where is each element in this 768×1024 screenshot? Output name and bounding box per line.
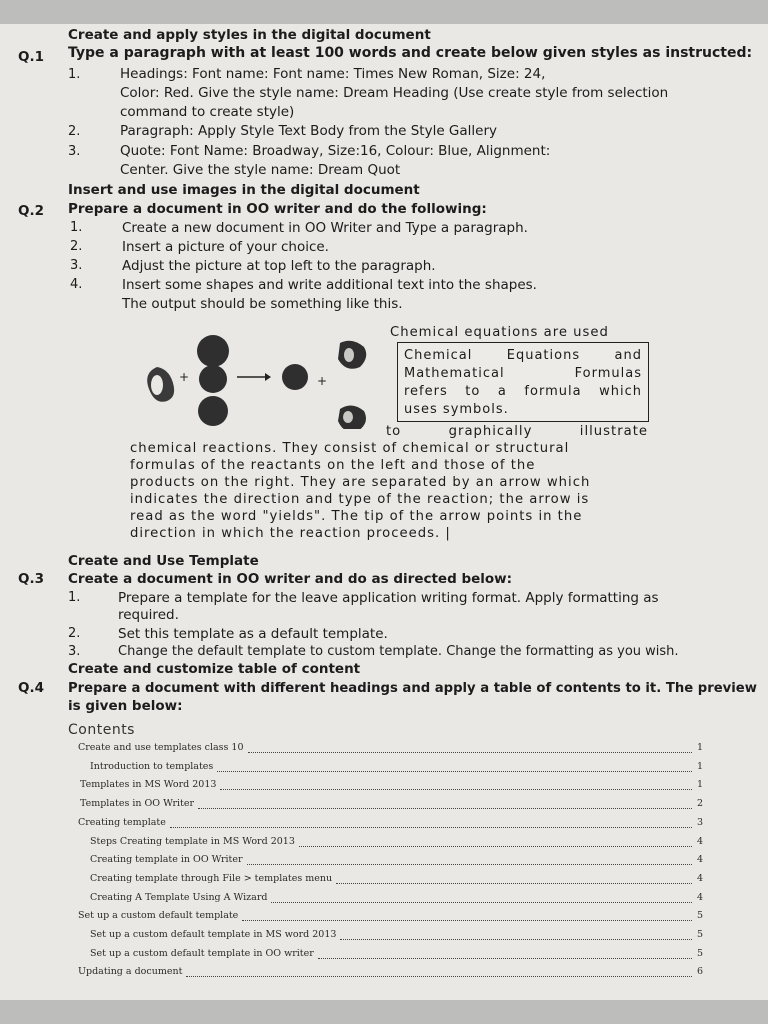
box-line-2	[404, 365, 642, 383]
toc-page-number: 4	[697, 854, 704, 866]
toc-page-number: 4	[697, 835, 704, 847]
box-word: a	[497, 384, 507, 399]
toc-entry[interactable]	[0, 966, 768, 982]
q4-question-line-2: is given below:	[68, 698, 183, 714]
box-word: which	[599, 384, 642, 399]
toc-entry[interactable]	[0, 854, 768, 870]
q1-item-1-number: 1.	[68, 67, 81, 82]
box-word: refers	[404, 384, 448, 399]
toc-entry[interactable]	[0, 948, 768, 964]
toc-page-number: 2	[697, 798, 704, 810]
svg-text:+: +	[317, 374, 328, 388]
toc-entry[interactable]	[0, 742, 768, 758]
toc-entry[interactable]	[0, 798, 768, 814]
q2-section-heading: Insert and use images in the digital document	[68, 182, 420, 198]
q2-item-3-number: 3.	[70, 258, 83, 273]
svg-text:+: +	[179, 370, 190, 384]
q1-item-2-number: 2.	[68, 124, 81, 139]
box-word: and	[614, 348, 642, 363]
toc-entry-title: Set up a custom default template	[78, 910, 239, 922]
box-line-1	[404, 347, 642, 365]
toc-leader-dots	[340, 929, 692, 940]
figure-paragraph-line-2: formulas of the reactants on the left and those of the	[130, 458, 536, 473]
q1-item-1-line-1: Headings: Font name: Font name: Times New Roman, Size: 24,	[120, 66, 546, 82]
toc-entry-title: Set up a custom default template in MS word 2013	[90, 929, 337, 940]
toc-entry[interactable]	[0, 817, 768, 833]
toc-leader-dots	[336, 873, 692, 884]
toc-entry-title: Templates in OO Writer	[80, 798, 195, 810]
q2-question: Prepare a document in OO writer and do the following:	[68, 201, 487, 217]
q1-item-3-line-2: Center. Give the style name: Dream Quot	[120, 162, 401, 178]
toc-leader-dots	[242, 910, 692, 921]
text-box-shape	[397, 342, 649, 422]
q4-number: Q.4	[18, 680, 44, 696]
toc-page-number: 1	[697, 779, 704, 791]
toc-entry[interactable]	[0, 779, 768, 795]
toc-entry[interactable]	[0, 910, 768, 926]
toc-page-number: 3	[697, 816, 704, 828]
toc-leader-dots	[186, 966, 692, 977]
q3-item-1-line-1: Prepare a template for the leave application writing format. Apply formatting as	[118, 590, 659, 606]
q3-number: Q.3	[18, 571, 44, 587]
toc-leader-dots	[247, 854, 692, 865]
figure-word: to	[386, 424, 402, 439]
q2-output-note: The output should be something like this.	[122, 296, 403, 312]
toc-leader-dots	[220, 779, 692, 790]
toc-entry-title: Introduction to templates	[90, 760, 214, 772]
toc-entry[interactable]	[0, 892, 768, 908]
toc-entry-title: Creating A Template Using A Wizard	[90, 891, 268, 903]
box-word: formula	[524, 384, 582, 399]
figure-paragraph-line-1: chemical reactions. They consist of chemical or structural	[130, 441, 570, 456]
toc-leader-dots	[217, 761, 692, 772]
q3-item-1-line-2: required.	[118, 607, 179, 623]
toc-leader-dots	[248, 742, 692, 753]
toc-page-number: 1	[697, 760, 704, 772]
worksheet-page	[0, 24, 768, 1000]
q3-item-2-number: 2.	[68, 626, 81, 641]
q1-item-3-line-1: Quote: Font Name: Broadway, Size:16, Colour: Blue, Alignment:	[120, 143, 551, 159]
toc-entry[interactable]	[0, 761, 768, 777]
box-line-3	[404, 383, 642, 401]
q1-number: Q.1	[18, 49, 44, 65]
q3-section-heading: Create and Use Template	[68, 553, 259, 569]
toc-entry-title: Creating template in OO Writer	[90, 854, 243, 866]
toc-page-number: 4	[697, 891, 704, 903]
q2-item-1-number: 1.	[70, 220, 83, 235]
figure-word: illustrate	[579, 424, 648, 439]
q1-question: Type a paragraph with at least 100 words and create below given styles as instructed:	[68, 45, 753, 61]
figure-after-box-line	[386, 423, 648, 440]
q1-item-1-line-3: command to create style)	[120, 104, 295, 120]
q1-item-1-line-2: Color: Red. Give the style name: Dream Heading (Use create style from selection	[120, 85, 669, 101]
toc-entry-title: Steps Creating template in MS Word 2013	[90, 835, 295, 847]
toc-entry-title: Updating a document	[78, 966, 183, 978]
toc-page-number: 1	[697, 742, 704, 753]
toc-leader-dots	[198, 798, 692, 809]
figure-paragraph-line-3: products on the right. They are separated by an arrow which	[130, 475, 591, 490]
toc-page-number: 4	[697, 872, 704, 884]
figure-paragraph-line-4: indicates the direction and type of the reaction; the arrow is	[130, 492, 590, 507]
figure-paragraph-line-5: read as the word "yields". The tip of the arrow points in the	[130, 509, 583, 524]
toc-leader-dots	[271, 892, 692, 903]
toc-page-number: 5	[697, 910, 704, 922]
box-word: uses symbols.	[404, 402, 509, 417]
box-word: Equations	[506, 348, 581, 363]
q4-question-line-1: Prepare a document with different headings and apply a table of contents to it. The preview	[68, 681, 757, 696]
toc-page-number: 6	[697, 966, 704, 978]
toc-entry-title: Create and use templates class 10	[78, 742, 244, 753]
toc-entry[interactable]	[0, 873, 768, 889]
toc-page-number: 5	[697, 929, 704, 940]
q2-item-2-number: 2.	[70, 239, 83, 254]
figure-paragraph-line-6: direction in which the reaction proceeds. |	[130, 526, 451, 541]
q4-section-heading: Create and customize table of content	[68, 661, 361, 677]
q3-question: Create a document in OO writer and do as directed below:	[68, 571, 513, 587]
q3-item-2-line-1: Set this template as a default template.	[118, 626, 388, 642]
q1-item-3-number: 3.	[68, 144, 81, 159]
box-word: Chemical	[404, 348, 473, 363]
q3-item-1-number: 1.	[68, 590, 81, 605]
q3-item-3-number: 3.	[68, 644, 81, 659]
q1-section-heading: Create and apply styles in the digital document	[68, 27, 431, 43]
q2-number: Q.2	[18, 203, 44, 219]
box-word: Formulas	[574, 366, 642, 381]
toc-entry[interactable]	[0, 929, 768, 945]
toc-entry-title: Templates in MS Word 2013	[80, 779, 217, 791]
toc-entry-title: Set up a custom default template in OO writer	[90, 947, 314, 959]
q2-item-2-text: Insert a picture of your choice.	[122, 239, 329, 255]
box-word: Mathematical	[404, 366, 505, 381]
figure-word: graphically	[448, 424, 533, 439]
box-word: to	[465, 384, 481, 399]
q1-item-2-line-1: Paragraph: Apply Style Text Body from the Style Gallery	[120, 123, 497, 139]
toc-entry[interactable]	[0, 836, 768, 852]
toc-entry-title: Creating template	[78, 816, 166, 828]
q2-item-1-text: Create a new document in OO Writer and Type a paragraph.	[122, 220, 528, 236]
chemical-reaction-picture	[135, 329, 375, 429]
contents-title: Contents	[68, 722, 135, 738]
toc-page-number: 5	[697, 947, 704, 959]
box-line-4	[404, 401, 642, 419]
q2-item-4-text: Insert some shapes and write additional text into the shapes.	[122, 277, 537, 293]
q2-item-3-text: Adjust the picture at top left to the paragraph.	[122, 258, 436, 274]
toc-leader-dots	[318, 948, 692, 959]
figure-top-line: Chemical equations are used	[390, 325, 609, 340]
toc-leader-dots	[170, 817, 692, 828]
toc-leader-dots	[299, 836, 692, 847]
q3-item-3-line-1: Change the default template to custom template. Change the formatting as you wish.	[118, 644, 679, 659]
q2-item-4-number: 4.	[70, 277, 83, 292]
toc-entry-title: Creating template through File > templates menu	[90, 872, 333, 884]
